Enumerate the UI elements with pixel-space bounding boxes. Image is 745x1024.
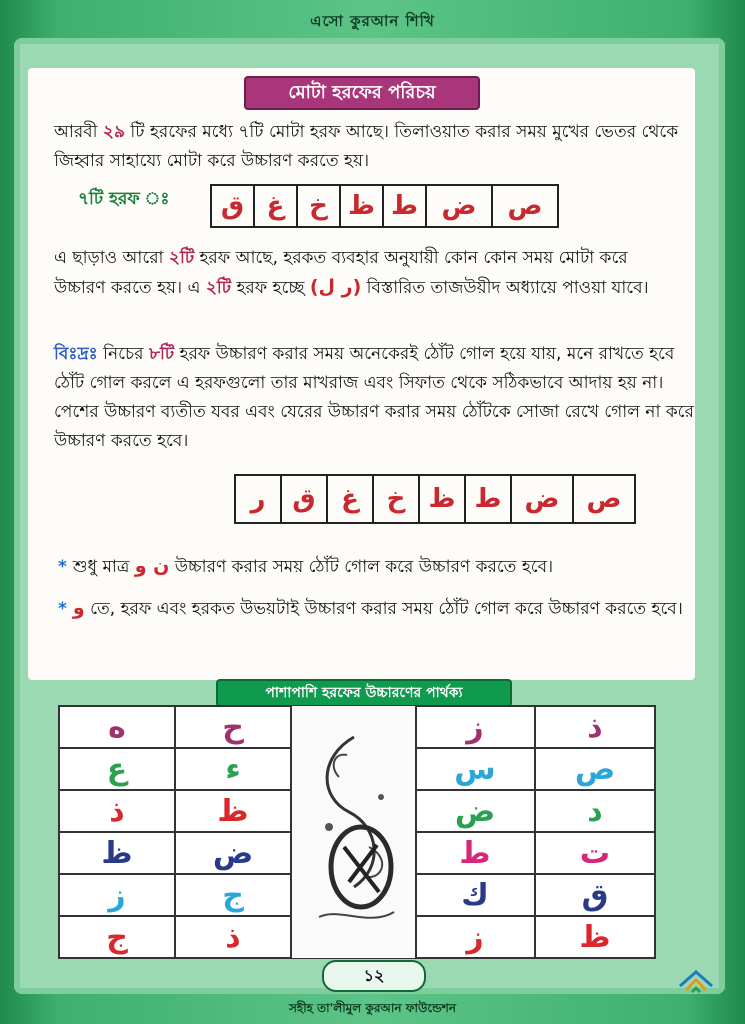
heavy-letter: ط bbox=[384, 186, 427, 226]
bullet-text-pre: শুধু মাত্র bbox=[72, 557, 135, 577]
comparison-cell: ز bbox=[415, 706, 535, 748]
comparison-cell: ت bbox=[535, 832, 655, 874]
comparison-cell: د bbox=[535, 790, 655, 832]
note-text bbox=[54, 340, 694, 456]
heavy-letters-box bbox=[210, 184, 559, 228]
note-letter: ض bbox=[512, 476, 574, 522]
comparison-title: পাশাপাশি হরফের উচ্চারণের পার্থক্য bbox=[216, 679, 512, 707]
bullet-text: উচ্চারণ করার সময় ঠোঁট গোল করে উচ্চারণ করতে হবে। bbox=[169, 557, 554, 577]
note-letter: ر bbox=[236, 476, 282, 522]
comparison-cell: ز bbox=[59, 874, 175, 916]
intro-number: ২৯ bbox=[102, 122, 126, 142]
heavy-letter: ص bbox=[507, 191, 543, 221]
intro-text: টি হরফের মধ্যে ৭টি মোটা হরফ আছে। তিলাওয়াত করার সময় মুখের ভেতর থেকে জিহ্বার সাহায্যে মোটা করে উচ্চারণ করতে হয়। bbox=[54, 122, 679, 171]
comparison-cell: ق bbox=[535, 874, 655, 916]
para2-text-mid: হরফ আছে, হরকত ব্যবহার অনুযায়ী কোন কোন সময় মোটা করে উচ্চারণ করতে হয়। এ bbox=[54, 248, 628, 298]
comparison-cell: ط bbox=[415, 832, 535, 874]
note-letter: ص bbox=[586, 484, 622, 514]
bullet-arabic: و bbox=[72, 597, 85, 619]
comparison-cell: ج bbox=[59, 916, 175, 958]
comparison-cell: ز bbox=[415, 916, 535, 958]
heavy-letter: ق bbox=[212, 186, 255, 226]
comparison-cell: ذ bbox=[535, 706, 655, 748]
calligraphy-illustration bbox=[291, 706, 417, 958]
bullet-star: * bbox=[58, 599, 67, 619]
series-title: এসো কুরআন শিখি bbox=[310, 12, 435, 30]
note-letter: ظ bbox=[420, 476, 466, 522]
bullet-text: তে, হরফ এবং হরকত উভয়টাই উচ্চারণ করার সময় ঠোঁট গোল করে উচ্চারণ করতে হবে। bbox=[84, 599, 683, 619]
comparison-cell: ه bbox=[59, 706, 175, 748]
para2-text-post: বিস্তারিত তাজউয়ীদ অধ্যায়ে পাওয়া যাবে। bbox=[361, 278, 649, 298]
bullet-item bbox=[58, 594, 698, 624]
bullet-item bbox=[58, 552, 698, 582]
comparison-cell: ج bbox=[175, 874, 291, 916]
section-title: মোটা হরফের পরিচয় bbox=[244, 76, 480, 110]
note-text-pre: নিচের bbox=[97, 344, 149, 364]
bullet-star: * bbox=[58, 557, 67, 577]
para2-arabic-letters: (ر ل) bbox=[309, 276, 362, 298]
para2-number-2: ২টি bbox=[205, 278, 232, 298]
comparison-cell: ظ bbox=[59, 832, 175, 874]
calligraphy-art-icon bbox=[299, 717, 409, 947]
comparison-cell: ض bbox=[175, 832, 291, 874]
note-letters-box bbox=[234, 474, 636, 524]
note-letter: خ bbox=[374, 476, 420, 522]
note-body: হরফ উচ্চারণ করার সময় অনেকেরই ঠোঁট গোল হয়ে যায়, মনে রাখতে হবে ঠোঁট গোল করলে এ হরফগুলো তার মাখরাজ এবং সিফাত থেকে সঠিকভাবে আদায় হয় না। পেশের উচ্চারণ ব্যতীত যবর এবং যেরের উচ্চারণ করার সময় ঠোঁটকে সোজা রেখে গোল না করে উচ্চারণ করতে হবে। bbox=[54, 344, 694, 451]
heavy-letter: خ bbox=[298, 186, 341, 226]
heavy-letter: ض bbox=[427, 186, 493, 226]
foundation-logo-icon bbox=[676, 964, 716, 994]
comparison-cell: ء bbox=[175, 748, 291, 790]
intro-paragraph bbox=[54, 118, 684, 176]
comparison-cell: ص bbox=[535, 748, 655, 790]
comparison-cell: ذ bbox=[59, 790, 175, 832]
publisher-name: সহীহ তা'লীমুল কুরআন ফাউন্ডেশন bbox=[288, 1001, 457, 1015]
heavy-letter: غ bbox=[255, 186, 298, 226]
comparison-cell: س bbox=[415, 748, 535, 790]
note-number: ৮টি bbox=[148, 344, 175, 364]
heavy-letters-label: ৭টি হরফ ঃ bbox=[78, 189, 170, 209]
comparison-table bbox=[58, 705, 656, 959]
comparison-cell: ذ bbox=[175, 916, 291, 958]
second-paragraph bbox=[54, 244, 684, 303]
comparison-cell: ظ bbox=[175, 790, 291, 832]
intro-text-pre: আরবী bbox=[54, 122, 103, 142]
para2-text-mid2: হরফ হচ্ছে bbox=[231, 278, 310, 298]
comparison-cell: ض bbox=[415, 790, 535, 832]
para2-text-pre: এ ছাড়াও আরো bbox=[54, 248, 169, 268]
bullet-arabic: ن و bbox=[134, 555, 170, 577]
comparison-cell: ع bbox=[59, 748, 175, 790]
page-number: ১২ bbox=[322, 960, 426, 992]
note-letter: ق bbox=[282, 476, 328, 522]
note-letter: غ bbox=[328, 476, 374, 522]
comparison-cell: ظ bbox=[535, 916, 655, 958]
para2-number-1: ২টি bbox=[168, 248, 195, 268]
note-tag: বিঃদ্রঃ bbox=[54, 344, 98, 364]
comparison-cell: ك bbox=[415, 874, 535, 916]
note-letter: ط bbox=[466, 476, 512, 522]
comparison-cell: ح bbox=[175, 706, 291, 748]
heavy-letter: ظ bbox=[341, 186, 384, 226]
